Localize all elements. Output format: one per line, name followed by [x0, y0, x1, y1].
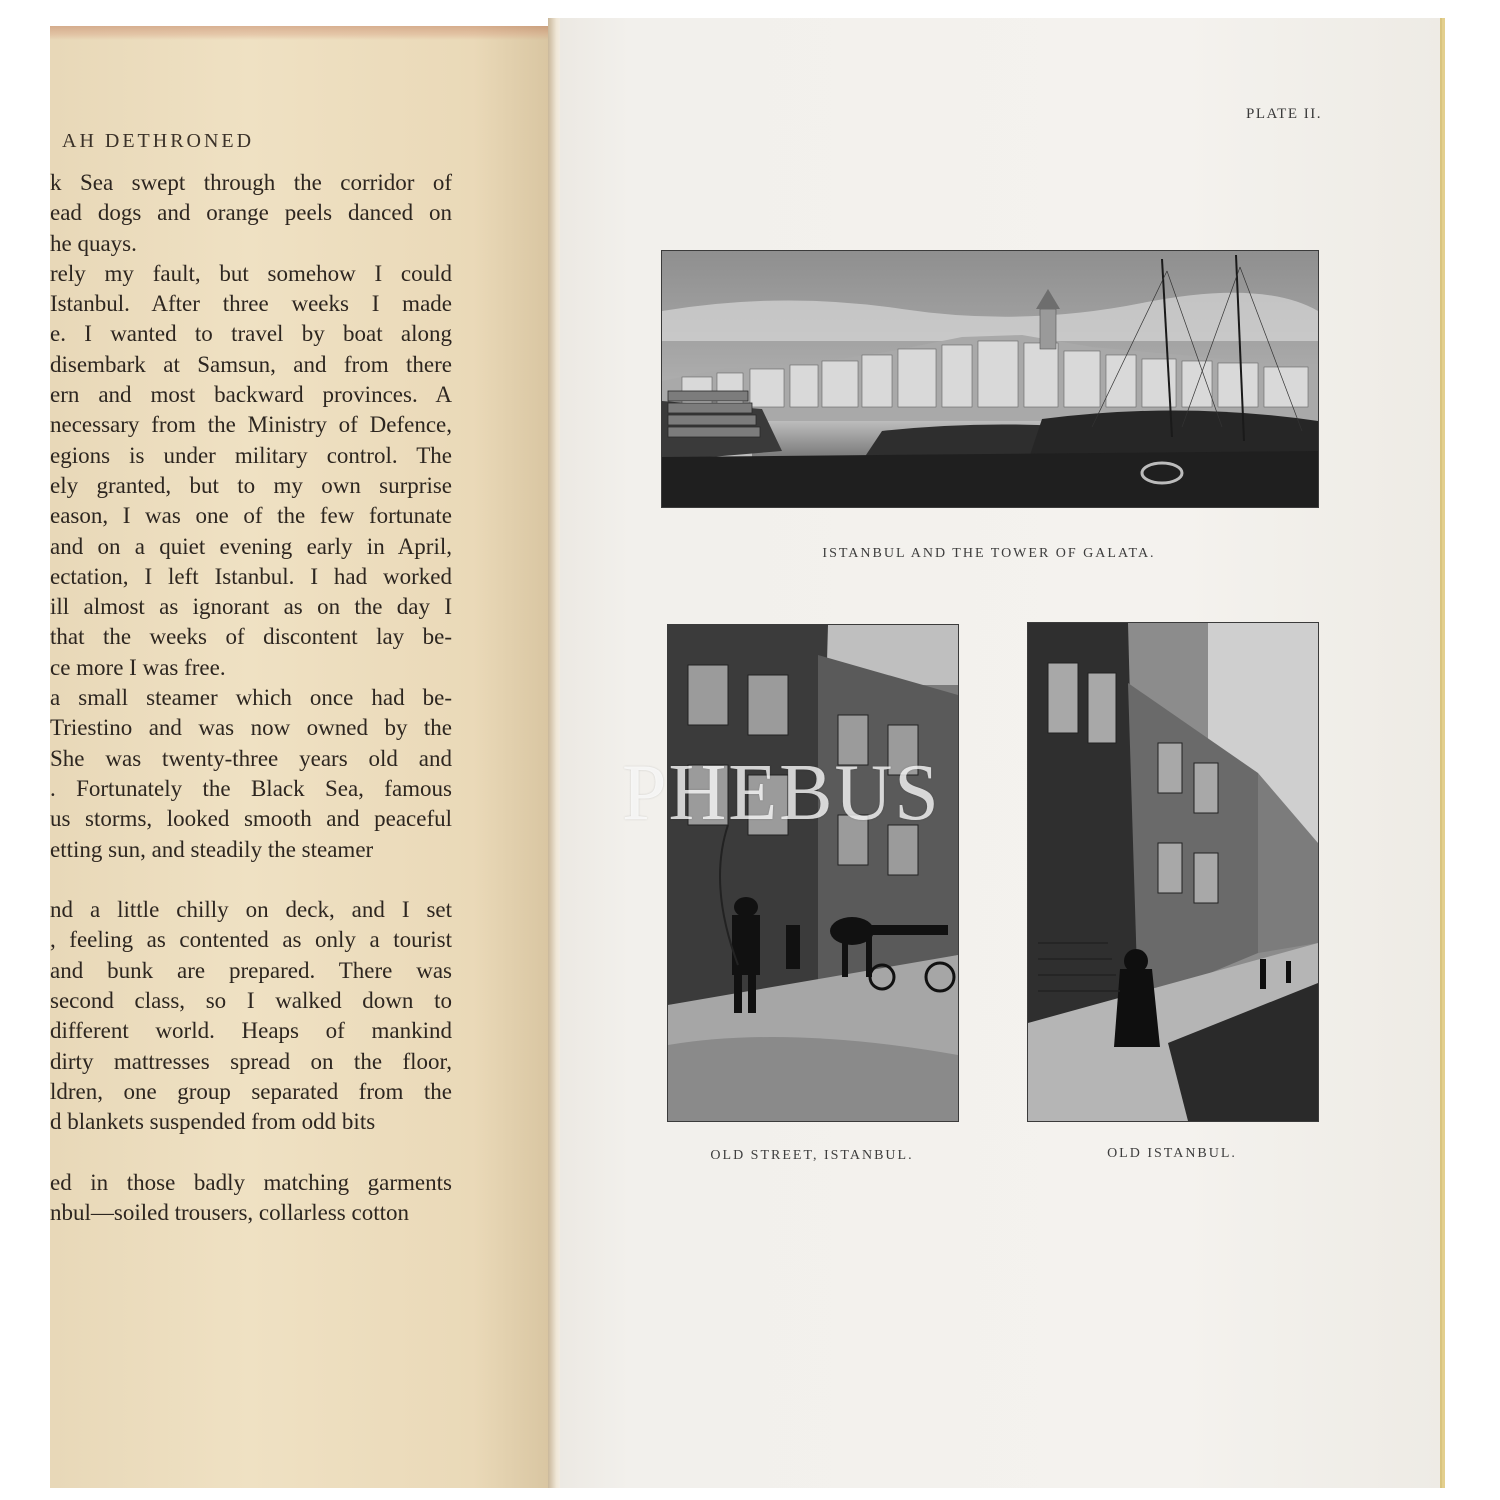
text-line: Triestino and was now owned by the: [50, 715, 452, 741]
text-line: ectation, I left Istanbul. I had worked: [50, 563, 452, 589]
text-line: ce more I was free.: [50, 654, 226, 680]
left-text-page: [50, 26, 549, 1488]
text-line: egions is under military control. The: [50, 442, 452, 468]
text-line: and bunk are prepared. There was: [50, 957, 452, 983]
text-line: different world. Heaps of mankind: [50, 1018, 452, 1044]
open-book: [50, 18, 1442, 1488]
text-line: ern and most backward provinces. A: [50, 382, 452, 408]
running-head: AH DETHRONED: [62, 130, 255, 152]
text-line: disembark at Samsun, and from there: [50, 351, 452, 377]
text-line: , feeling as contented as only a tourist: [50, 927, 452, 953]
text-line: etting sun, and steadily the steamer: [50, 836, 374, 862]
text-line: second class, so I walked down to: [50, 988, 452, 1014]
text-line: nbul—soiled trousers, collarless cotton: [50, 1200, 409, 1226]
text-line: necessary from the Ministry of Defence,: [50, 412, 452, 438]
caption-old-street: OLD STREET, ISTANBUL.: [710, 1148, 914, 1163]
text-line: ead dogs and orange peels danced on: [50, 200, 452, 226]
watermark: PHEBUS: [622, 749, 941, 837]
text-line: d blankets suspended from odd bits: [50, 1109, 376, 1135]
text-line: that the weeks of discontent lay be-: [50, 624, 452, 650]
text-line: She was twenty-three years old and: [50, 745, 452, 771]
plate-number: PLATE II.: [1246, 106, 1322, 122]
photo-old-street: [667, 624, 959, 1122]
text-line: [50, 1138, 452, 1168]
text-line: eason, I was one of the few fortunate: [50, 503, 452, 529]
caption-old-istanbul: OLD ISTANBUL.: [1107, 1146, 1237, 1161]
text-line: [50, 865, 452, 895]
photo-galata-panorama: [661, 250, 1319, 508]
text-line: ill almost as ignorant as on the day I: [50, 594, 452, 620]
text-line: ely granted, but to my own surprise: [50, 472, 452, 498]
text-line: ldren, one group separated from the: [50, 1078, 452, 1104]
text-line: nd a little chilly on deck, and I set: [50, 897, 452, 923]
text-line: . Fortunately the Black Sea, famous: [50, 775, 452, 801]
photo-old-istanbul: [1027, 622, 1319, 1122]
text-line: and on a quiet evening early in April,: [50, 533, 452, 559]
text-line: us storms, looked smooth and peaceful: [50, 806, 452, 832]
text-line: dirty mattresses spread on the floor,: [50, 1048, 452, 1074]
text-line: a small steamer which once had be-: [50, 685, 452, 711]
text-line: Istanbul. After three weeks I made: [50, 291, 452, 317]
body-text: [50, 168, 452, 1228]
text-line: k Sea swept through the corridor of: [50, 170, 452, 195]
caption-galata: ISTANBUL AND THE TOWER OF GALATA.: [822, 546, 1156, 561]
text-line: he quays.: [50, 230, 137, 256]
text-line: ed in those badly matching garments: [50, 1169, 452, 1195]
text-line: rely my fault, but somehow I could: [50, 260, 452, 286]
text-line: e. I wanted to travel by boat along: [50, 321, 452, 347]
